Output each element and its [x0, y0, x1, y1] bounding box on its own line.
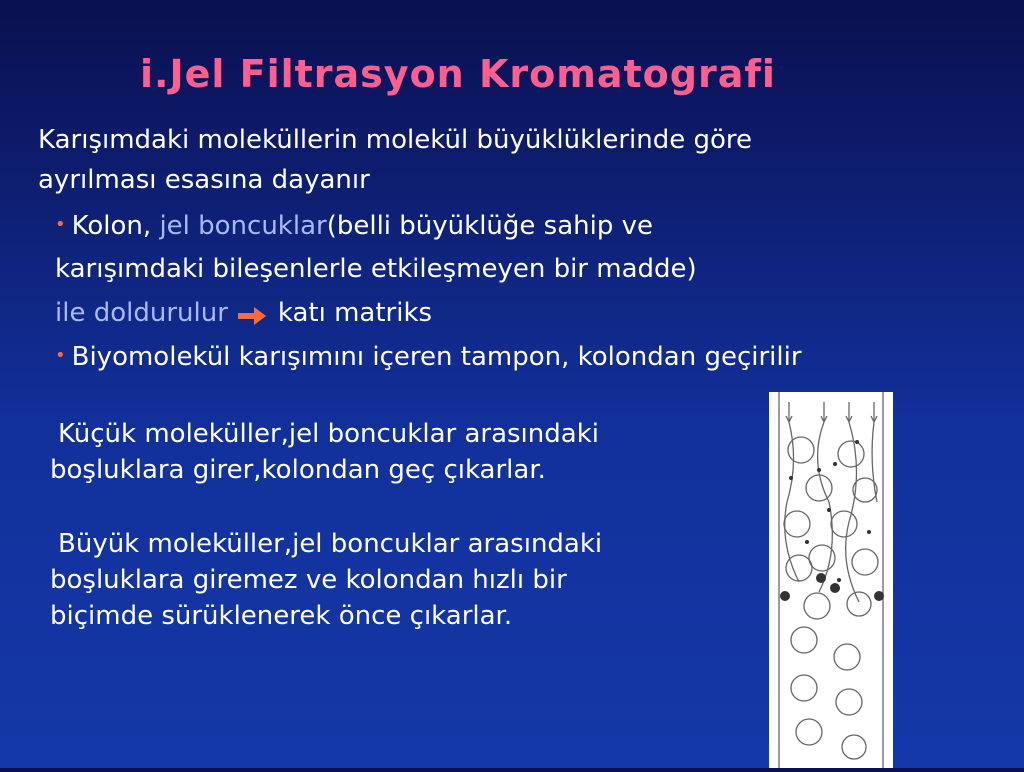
bullet-dot-icon: • — [55, 345, 66, 366]
big-line-3: biçimde sürüklenerek önce çıkarlar. — [50, 601, 513, 631]
small-molecules-paragraph — [50, 416, 738, 488]
big-molecules-paragraph — [50, 526, 738, 634]
small-line-1: Küçük moleküller,jel boncuklar arasındaki — [58, 419, 599, 449]
bullet1-line-2: karışımdaki bileşenlerle etkileşmeyen bir madde) — [55, 254, 697, 284]
big-line-2: boşluklara giremez ve kolondan hızlı bir — [50, 565, 567, 595]
small-line-2: boşluklara girer,kolondan geç çıkarlar. — [50, 455, 546, 485]
big-line-1: Büyük moleküller,jel boncuklar arasındaki — [58, 529, 603, 559]
bullet1-fill-highlight: ile doldurulur — [55, 298, 228, 328]
gel-column-illustration — [769, 392, 893, 768]
bullet-dot-icon: • — [55, 214, 66, 235]
bullet-item-column — [55, 206, 995, 249]
intro-text — [38, 120, 938, 200]
bullet2-text: Biyomolekül karışımını içeren tampon, kolondan geçirilir — [71, 342, 802, 372]
intro-line-2: ayrılması esasına dayanır — [38, 165, 370, 195]
right-arrow-icon — [236, 299, 268, 321]
bullet1-line-3 — [55, 293, 995, 333]
gel-column-diagram — [769, 392, 893, 768]
bullet-list — [55, 206, 995, 380]
bullet1-rest: (belli büyüklüğe sahip ve — [326, 211, 654, 241]
intro-line-1: Karışımdaki moleküllerin molekül büyüklüklerinde göre — [38, 125, 753, 155]
slide-title: i.Jel Filtrasyon Kromatografi — [140, 52, 776, 96]
bullet1-highlight: jel boncuklar — [159, 211, 327, 241]
bullet-item-buffer — [55, 337, 995, 380]
bullet1-prefix: Kolon, — [71, 211, 160, 241]
bullet1-matrix-text: katı matriks — [277, 298, 433, 328]
